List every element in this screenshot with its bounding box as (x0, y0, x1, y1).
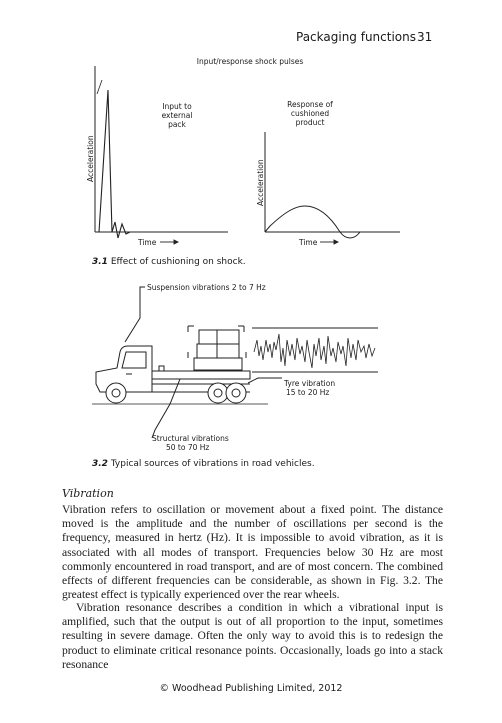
left-x-axis-label: Time (138, 238, 157, 247)
suspension-vibration-label: Suspension vibrations 2 to 7 Hz (147, 283, 266, 292)
figure-3-2-caption: 3.2 Typical sources of vibrations in road vehicles. (92, 459, 315, 469)
section-heading: Vibration (62, 487, 114, 500)
structural-vibration-label: Structural vibrations 50 to 70 Hz (152, 434, 229, 452)
figure-3-1-title: Input/response shock pulses (196, 57, 304, 66)
response-pulse-label: Response of cushioned product (287, 100, 333, 127)
running-header-title: Packaging functions (296, 30, 416, 44)
vibration-trace (252, 328, 378, 372)
right-y-axis-label: Acceleration (256, 159, 265, 206)
truck-drawing (92, 287, 282, 438)
input-pulse-label: Input to external pack (161, 102, 193, 129)
copyright-footer: © Woodhead Publishing Limited, 2012 (159, 683, 343, 694)
tyre-vibration-label: Tyre vibration 15 to 20 Hz (284, 379, 336, 397)
body-paragraph-1: Vibration refers to oscillation or movement about a fixed point. The distance moved is the amplitude and the number of oscillations per second is the frequency, measured in hertz (Hz). It is impossible to avoid vibration, as it is associated with all modes of transport. Frequencies below 30 Hz are most commonly encountered in road transport, and are of most concern. The combined effects of different frequencies can be considerable, as shown in Fig. 3.2. The greatest effect is typically experienced over the rear wheels. (62, 503, 443, 602)
left-shock-plot (95, 66, 228, 238)
right-x-axis-label: Time (299, 238, 318, 247)
body-paragraph-2: Vibration resonance describes a condition in which a vibrational input is amplified, such that the output is out of all proportion to the input, sometimes resulting in severe damage. Often the only way to avoid this is to redesign the product to eliminate critical resonance points. Occasionally, loads go into a stack resonance (62, 601, 443, 671)
figure-3-1-caption: 3.1 Effect of cushioning on shock. (92, 257, 246, 267)
left-y-axis-label: Acceleration (86, 135, 95, 182)
page-number: 31 (417, 30, 433, 44)
right-response-plot (265, 132, 400, 238)
